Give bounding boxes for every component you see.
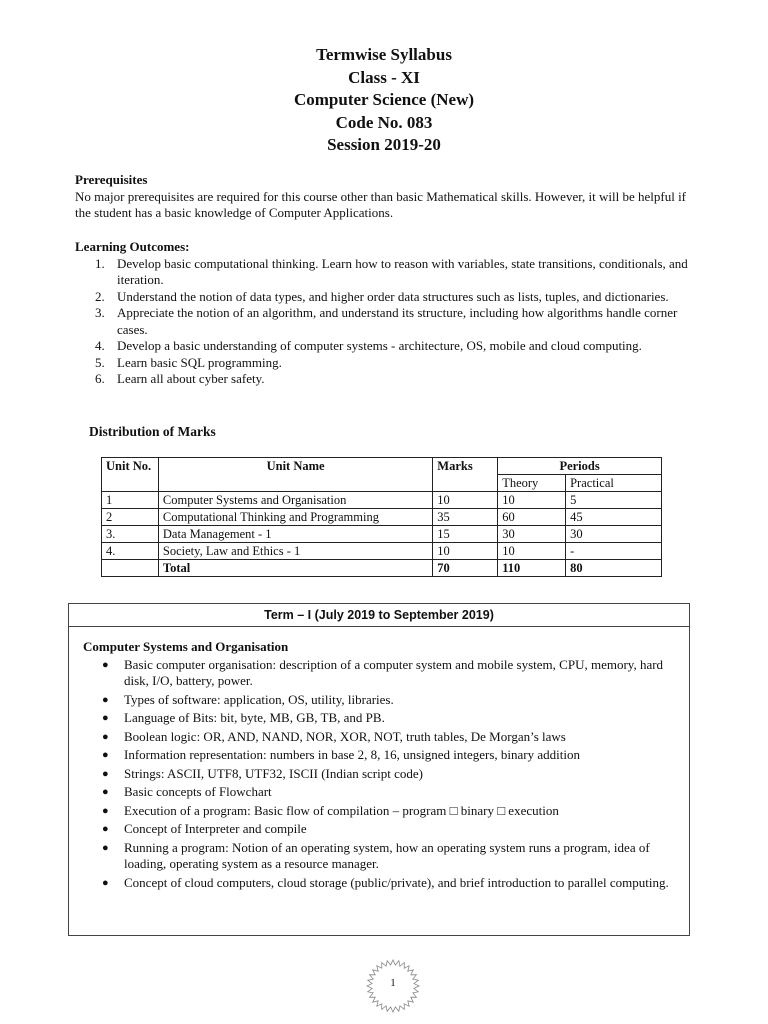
cell-practical: 45 — [566, 509, 662, 526]
cell-unit-no: 3. — [102, 526, 159, 543]
title-line: Class - XI — [348, 67, 420, 87]
list-item — [83, 803, 681, 820]
prerequisites-text: No major prerequisites are required for this course other than basic Mathematical skills. However, it will be helpful if the student has a basic knowledge of Computer Applications. — [75, 188, 687, 220]
list-item — [83, 784, 681, 801]
table-row — [102, 526, 662, 543]
outcome-item — [75, 289, 695, 306]
bullet-icon: ● — [102, 712, 109, 724]
bullet-icon: ● — [102, 693, 109, 706]
cell-marks: 15 — [433, 526, 498, 543]
learning-outcomes-heading: Learning Outcomes: — [75, 239, 190, 254]
bullet-text: Running a program: Notion of an operating system, how an operating system runs a program, idea of loading, operating system as a resource manager. — [124, 839, 650, 871]
outcome-number: 3. — [95, 305, 105, 320]
bullet-text: Concept of Interpreter and compile — [124, 821, 307, 836]
table-total-row — [102, 560, 662, 577]
table-header-row — [102, 458, 662, 475]
outcome-text: Learn all about cyber safety. — [117, 371, 265, 386]
bullet-icon: ● — [102, 876, 109, 889]
outcome-number: 2. — [95, 288, 105, 304]
list-item — [83, 766, 681, 783]
bullet-text: Types of software: application, OS, utility, libraries. — [124, 691, 394, 707]
cell-unit-no: 1 — [102, 492, 159, 509]
table-row — [102, 543, 662, 560]
bullet-text: Basic computer organisation: description of a computer system and mobile system, CPU, memory, hard disk, I/O, battery, power. — [124, 656, 664, 688]
term-subheading: Computer Systems and Organisation — [83, 639, 289, 654]
header-theory: Theory — [498, 475, 566, 492]
term-body — [69, 627, 689, 891]
marks-table — [101, 457, 662, 577]
table-row — [102, 492, 662, 509]
outcome-text: Appreciate the notion of an algorithm, and understand its structure, including how algorithms handle corner cases. — [117, 305, 678, 337]
cell-unit-no — [102, 560, 159, 577]
cell-unit-name: Data Management - 1 — [158, 526, 432, 543]
bullet-icon: ● — [102, 804, 109, 817]
bullet-text: Execution of a program: Basic flow of compilation – program □ binary □ execution — [124, 802, 559, 818]
title-line: Code No. 083 — [335, 112, 433, 132]
prerequisites-section — [75, 172, 695, 222]
title-line: Computer Science (New) — [293, 90, 475, 109]
header-unit-no: Unit No. — [102, 458, 159, 492]
list-item — [83, 821, 681, 838]
title-line: Session 2019-20 — [327, 135, 441, 154]
bullet-text: Information representation: numbers in base 2, 8, 16, unsigned integers, binary addition — [124, 747, 580, 762]
cell-unit-no: 4. — [102, 543, 159, 560]
cell-marks: 10 — [433, 492, 498, 509]
cell-unit-name: Society, Law and Ethics - 1 — [158, 543, 432, 560]
table-row — [102, 509, 662, 526]
bullet-icon: ● — [102, 749, 109, 761]
outcome-text: Develop basic computational thinking. Learn how to reason with variables, state transitions, conditionals, and iteration. — [117, 255, 688, 287]
bullet-icon: ● — [102, 786, 109, 798]
bullet-icon: ● — [102, 658, 109, 671]
page-number-badge — [365, 958, 421, 1014]
list-item — [83, 840, 681, 873]
list-item — [83, 875, 681, 892]
cell-practical: 5 — [566, 492, 662, 509]
cell-total-marks: 70 — [433, 560, 498, 577]
title-line: Termwise Syllabus — [316, 45, 452, 64]
list-item — [83, 747, 681, 764]
header-periods: Periods — [498, 458, 662, 475]
cell-practical: 30 — [566, 526, 662, 543]
cell-theory: 60 — [498, 509, 566, 526]
cell-total-label: Total — [158, 560, 432, 577]
outcome-item — [75, 371, 695, 388]
outcome-number: 5. — [95, 354, 105, 370]
cell-marks: 10 — [433, 543, 498, 560]
cell-unit-no: 2 — [102, 509, 159, 526]
learning-outcomes-list — [75, 256, 695, 388]
list-item — [83, 729, 681, 746]
prerequisites-heading: Prerequisites — [75, 172, 148, 187]
outcome-item — [75, 338, 695, 355]
outcome-item — [75, 305, 695, 338]
bullet-icon: ● — [102, 767, 109, 780]
cell-unit-name: Computational Thinking and Programming — [158, 509, 432, 526]
learning-outcomes-section — [75, 239, 695, 388]
bullet-text: Strings: ASCII, UTF8, UTF32, ISCII (Indian script code) — [124, 765, 423, 781]
outcome-text: Learn basic SQL programming. — [117, 354, 282, 370]
list-item — [83, 710, 681, 727]
outcome-number: 1. — [95, 255, 105, 271]
bullet-icon: ● — [102, 841, 109, 854]
outcome-text: Develop a basic understanding of computer systems - architecture, OS, mobile and cloud computing. — [117, 338, 642, 353]
outcome-item — [75, 355, 695, 372]
bullet-icon: ● — [102, 823, 109, 835]
cell-theory: 30 — [498, 526, 566, 543]
cell-total-theory: 110 — [498, 560, 566, 577]
bullet-text: Basic concepts of Flowchart — [124, 784, 272, 799]
outcome-item — [75, 256, 695, 289]
document-title — [0, 44, 768, 157]
cell-theory: 10 — [498, 492, 566, 509]
cell-practical: - — [566, 543, 662, 560]
header-marks: Marks — [433, 458, 498, 492]
term-bullet-list — [83, 657, 681, 892]
outcome-number: 4. — [95, 338, 105, 353]
cell-marks: 35 — [433, 509, 498, 526]
outcome-number: 6. — [95, 371, 105, 386]
list-item — [83, 657, 681, 690]
list-item — [83, 692, 681, 709]
header-practical: Practical — [566, 475, 662, 492]
header-unit-name: Unit Name — [158, 458, 432, 492]
distribution-heading: Distribution of Marks — [89, 424, 216, 439]
bullet-text: Language of Bits: bit, byte, MB, GB, TB, and PB. — [124, 710, 385, 725]
cell-total-practical: 80 — [566, 560, 662, 577]
term-box — [68, 603, 690, 936]
outcome-text: Understand the notion of data types, and higher order data structures such as lists, tuples, and dictionaries. — [117, 288, 669, 304]
cell-unit-name: Computer Systems and Organisation — [158, 492, 432, 509]
bullet-text: Concept of cloud computers, cloud storage (public/private), and brief introduction to parallel computing. — [124, 874, 669, 890]
page-number: 1 — [390, 977, 396, 989]
cell-theory: 10 — [498, 543, 566, 560]
term-header: Term – I (July 2019 to September 2019) — [69, 604, 689, 627]
bullet-icon: ● — [102, 730, 109, 743]
bullet-text: Boolean logic: OR, AND, NAND, NOR, XOR, NOT, truth tables, De Morgan’s laws — [124, 728, 566, 744]
